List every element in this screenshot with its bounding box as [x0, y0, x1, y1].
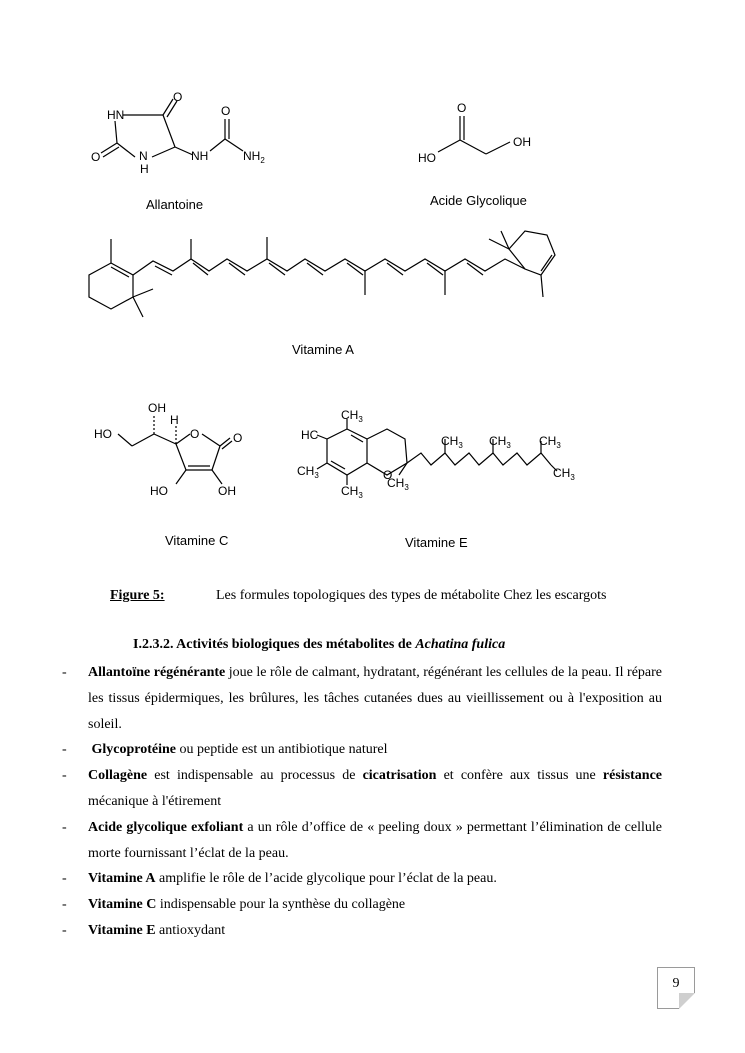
vitamine-e-atom-ch3: $CH_3$: [441, 434, 463, 450]
vitamine-c-atom-oh: OH: [218, 484, 236, 498]
list-item: [62, 918, 662, 944]
section-heading: [133, 637, 505, 653]
bullet-dash: -: [62, 871, 67, 887]
vitamine-e-atom-ch3: $CH_3$: [553, 466, 575, 482]
figure-label: Figure 5:: [110, 588, 165, 603]
vitamine-e-atom-ch3: $CH_3$: [489, 434, 511, 450]
vitamine-e-atom-o: O: [383, 468, 393, 482]
description: a un rôle d’office de « peeling doux » permettant l’élimination de cellule morte fournissant l’éclat de la peau.: [88, 819, 662, 861]
allantoine-atom-o: O: [173, 90, 183, 104]
allantoine-structure: [85, 85, 285, 185]
acide-glycolique-label: Acide Glycolique: [430, 193, 527, 208]
vitamine-e-atom-ch3: $CH_3$: [341, 484, 363, 500]
vitamine-e-atom-ch3: $CH_3$: [539, 434, 561, 450]
vitamine-c-label: Vitamine C: [165, 533, 229, 548]
list-item: [62, 763, 662, 815]
allantoine-atom-o: O: [91, 150, 101, 164]
allantoine-atom-n: N: [139, 149, 148, 163]
term: Vitamine A: [88, 871, 156, 887]
term: Vitamine E: [88, 922, 156, 938]
list-item: [62, 815, 662, 867]
section-title: I.2.3.2. Activités biologiques des métabolites de: [133, 637, 416, 652]
description: antioxydant: [155, 922, 226, 938]
activities-list: [62, 660, 662, 944]
description: indispensable pour la synthèse du collagène: [156, 897, 406, 913]
allantoine-atom-nh2: $NH_2$: [243, 149, 265, 165]
bullet-dash: -: [62, 665, 67, 680]
allantoine-label: Allantoine: [146, 197, 204, 212]
allantoine-atom-hn: HN: [107, 108, 125, 122]
vitamine-e-atom-ch3: $CH_3$: [341, 408, 363, 424]
glycolique-atom-o: O: [457, 101, 467, 115]
page-fold: [679, 993, 695, 1009]
glycolique-atom-ho: HO: [418, 151, 436, 165]
term: Acide glycolique exfoliant: [88, 819, 244, 835]
description: mécanique à l'étirement: [88, 793, 222, 809]
list-item: [62, 866, 662, 892]
species-name: Achatina fulica: [415, 637, 506, 652]
vitamine-c-atom-ho: HO: [94, 427, 112, 441]
list-item: [62, 737, 662, 763]
description: et confère aux tissus une: [436, 768, 603, 784]
vitamine-c-atom-o: O: [190, 427, 200, 441]
bullet-dash: -: [62, 742, 67, 758]
term: résistance: [602, 768, 663, 784]
vitamine-e-label: Vitamine E: [405, 535, 468, 550]
term: cicatrisation: [362, 768, 437, 784]
vitamine-c-atom-oh: OH: [148, 401, 166, 415]
description: joue le rôle de calmant, hydratant, régénérant les cellules de la peau. Il répare les tissus épidermiques, les brûlures, les tâches cutanées dues au vieillissement ou à l'exposition au soleil.: [88, 665, 662, 732]
acide-glycolique-structure: [410, 100, 550, 170]
allantoine-atom-h: H: [140, 162, 149, 176]
term: Vitamine C: [88, 897, 157, 913]
bullet-dash: -: [62, 897, 67, 913]
vitamine-a-label: Vitamine A: [292, 342, 354, 357]
bullet-dash: -: [62, 819, 67, 835]
vitamine-a-structure: [75, 225, 575, 325]
description: est indispensable au processus de: [147, 768, 363, 784]
vitamine-c-atom-ho: HO: [150, 484, 168, 498]
list-item: [62, 892, 662, 918]
vitamine-c-atom-o: O: [233, 431, 243, 445]
vitamine-c-atom-h: H: [170, 413, 179, 427]
term: Allantoïne régénérante: [88, 665, 226, 680]
allantoine-atom-nh: NH: [191, 149, 209, 163]
vitamine-e-atom-ch3: $CH_3$: [387, 476, 409, 492]
figure-caption-text: Les formules topologiques des types de métabolite Chez les escargots: [216, 588, 607, 603]
glycolique-atom-oh: OH: [513, 135, 531, 149]
vitamine-e-structure: [295, 405, 585, 505]
bullet-dash: -: [62, 922, 67, 938]
description: amplifie le rôle de l’acide glycolique pour l’éclat de la peau.: [155, 871, 497, 887]
page-number-box: [657, 967, 695, 1009]
term: Collagène: [88, 768, 148, 784]
figure-caption: [110, 588, 670, 604]
bullet-dash: -: [62, 768, 67, 784]
vitamine-c-structure: [90, 398, 260, 508]
list-item: [62, 660, 662, 737]
description: ou peptide est un antibiotique naturel: [176, 742, 388, 758]
vitamine-e-atom-hc: HC: [301, 428, 319, 442]
vitamine-e-atom-ch3: $CH_3$: [297, 464, 319, 480]
term: Glycoprotéine: [91, 742, 177, 758]
page-number: 9: [672, 976, 680, 991]
allantoine-atom-o: O: [221, 104, 231, 118]
